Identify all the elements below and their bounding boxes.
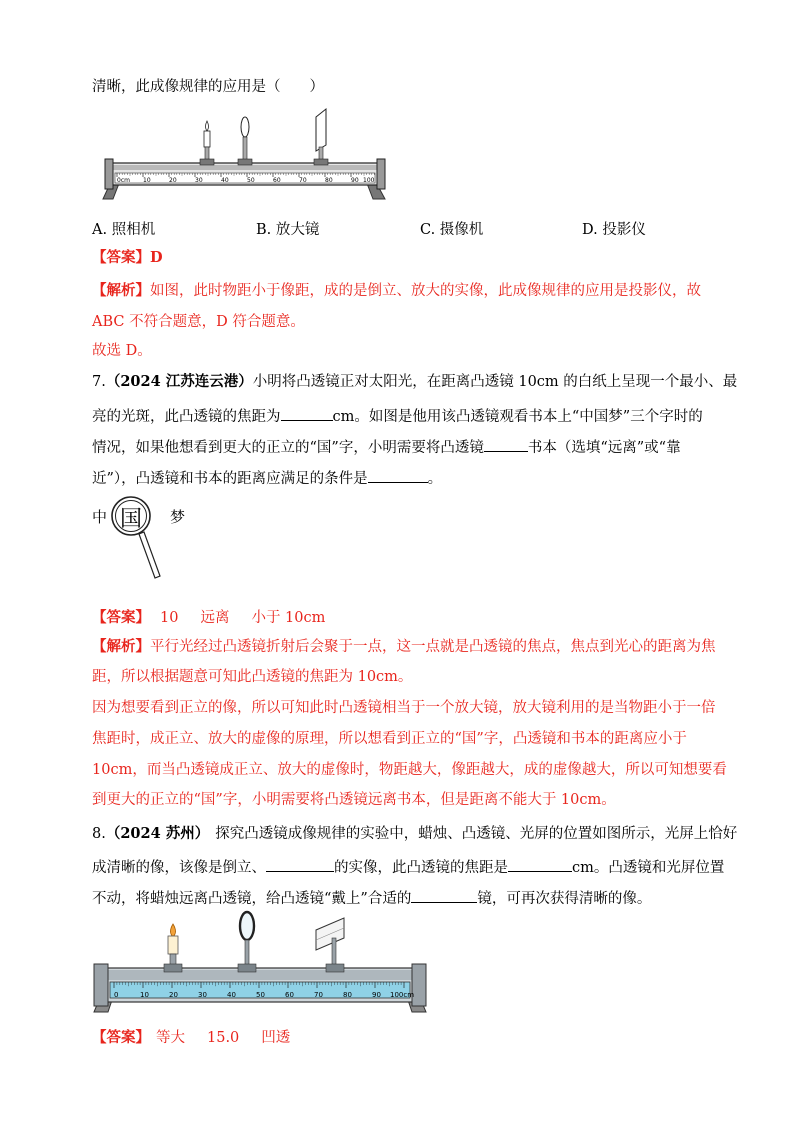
- convex-lens-icon: [238, 117, 252, 165]
- question-source: （2024 江苏连云港）: [105, 373, 253, 390]
- q6-tick-label: 80: [325, 177, 333, 184]
- stem-text: 探究凸透镜成像规律的实验中，蜡烛、凸透镜、光屏的位置如图所示，光屏上恰好: [215, 826, 738, 842]
- q7-stem-line-4: [92, 467, 442, 489]
- char-center: 国: [120, 507, 143, 532]
- q8-tick-label: 90: [372, 991, 381, 999]
- stem-text: 亮的光斑，此凸透镜的焦距为: [92, 409, 281, 425]
- q8-stem-line-1: [92, 824, 737, 844]
- q7-stem-line-1: [92, 372, 737, 392]
- q6-option-b[interactable]: B. 放大镜: [256, 222, 320, 238]
- light-screen-icon: [316, 918, 344, 972]
- q6-tick-label: 70: [299, 177, 307, 184]
- q7-magnifier-figure: [88, 494, 198, 584]
- q6-tick-label: 60: [273, 177, 281, 184]
- q6-option-d[interactable]: D. 投影仪: [582, 222, 646, 238]
- stem-text: 的实像，此凸透镜的焦距是: [334, 860, 508, 876]
- q6-option-c[interactable]: C. 摄像机: [420, 222, 484, 238]
- q6-optical-bench-figure: [95, 103, 395, 203]
- q6-tick-label: 20: [169, 177, 177, 184]
- q8-blank-3[interactable]: [411, 887, 477, 903]
- q6-tick-label: 100: [363, 177, 375, 184]
- q7-analysis-line-4: 焦距时，成正立、放大的虚像的原理，所以想看到正立的“国”字，凸透镜和书本的距离应小于: [92, 731, 687, 747]
- q8-tick-label: 20: [169, 991, 178, 999]
- q7-blank-1[interactable]: [281, 405, 333, 421]
- stem-text: 情况，如果他想看到更大的正立的“国”字，小明需要将凸透镜: [92, 440, 484, 456]
- q8-tick-label: 50: [256, 991, 265, 999]
- q8-stem-line-3: [92, 887, 651, 909]
- q6-tick-label: 50: [247, 177, 255, 184]
- q7-analysis-line-6: 到更大的正立的“国”字，小明需要将凸透镜远离书本，但是距离不能大于 10cm。: [92, 792, 616, 808]
- answer-value: 远离: [200, 610, 230, 626]
- q6-analysis-line-2: ABC 不符合题意，D 符合题意。: [92, 314, 305, 330]
- candle-icon: [200, 121, 214, 165]
- question-source: （2024 苏州）: [105, 825, 210, 842]
- q8-stem-line-2: [92, 856, 724, 878]
- q8-tick-label: 30: [198, 991, 207, 999]
- q7-analysis-line-3: 因为想要看到正立的像，所以可知此时凸透镜相当于一个放大镜，放大镜利用的是当物距小于一倍: [92, 700, 716, 716]
- analysis-label: 【解析】: [92, 638, 150, 655]
- q6-stem-tail: 清晰，此成像规律的应用是（ ）: [92, 79, 324, 95]
- q8-tick-label: 100cm: [390, 991, 415, 999]
- stem-text: 小明将凸透镜正对太阳光，在距离凸透镜 10cm 的白纸上呈现一个最小、最: [252, 374, 738, 390]
- q6-tick-label: 40: [221, 177, 229, 184]
- answer-value: 10: [160, 610, 179, 626]
- q7-stem-line-2: [92, 405, 703, 427]
- q8-tick-label: 80: [343, 991, 352, 999]
- q7-answer: [92, 608, 325, 628]
- q7-analysis-line-5: 10cm，而当凸透镜成正立、放大的虚像时，物距越大，像距越大，成的虚像越大，所以可知想要看: [92, 762, 727, 778]
- q8-tick-label: 60: [285, 991, 294, 999]
- light-screen-icon: [314, 109, 328, 165]
- answer-value: 小于 10cm: [251, 610, 326, 626]
- q6-tick-label: 30: [195, 177, 203, 184]
- q8-blank-1[interactable]: [266, 856, 334, 872]
- answer-value: 凹透: [261, 1030, 291, 1046]
- answer-value: 15.0: [207, 1030, 240, 1046]
- analysis-text: 如图，此时物距小于像距，成的是倒立、放大的实像，此成像规律的应用是投影仪，故: [150, 283, 701, 299]
- stem-text: 近”），凸透镜和书本的距离应满足的条件是: [92, 471, 368, 487]
- candle-icon: [164, 924, 182, 972]
- answer-value: D: [150, 249, 163, 266]
- stem-text: cm。如图是他用该凸透镜观看书本上“中国梦”三个字时的: [332, 409, 703, 425]
- q7-blank-3[interactable]: [368, 467, 428, 483]
- question-number: 7.: [92, 374, 106, 390]
- q8-tick-label: 40: [227, 991, 236, 999]
- stem-text: 镜，可再次获得清晰的像。: [477, 891, 652, 907]
- q6-tick-label: 0cm: [117, 177, 130, 184]
- q7-analysis-line-2: 距，所以根据题意可知此凸透镜的焦距为 10cm。: [92, 669, 413, 685]
- q6-option-a[interactable]: A. 照相机: [92, 222, 156, 238]
- q6-conclusion: 故选 D。: [92, 343, 152, 359]
- analysis-label: 【解析】: [92, 282, 150, 299]
- convex-lens-icon: [238, 912, 256, 972]
- analysis-text: 平行光经过凸透镜折射后会聚于一点，这一点就是凸透镜的焦点，焦点到光心的距离为焦: [150, 639, 716, 655]
- stem-text: cm。凸透镜和光屏位置: [572, 860, 725, 876]
- answer-label: 【答案】: [92, 249, 150, 266]
- q7-analysis-line-1: [92, 637, 716, 657]
- q8-optical-bench-figure: [90, 908, 430, 1016]
- answer-label: 【答案】: [92, 1029, 150, 1046]
- q6-tick-label: 90: [351, 177, 359, 184]
- q8-tick-label: 70: [314, 991, 323, 999]
- q6-analysis-line-1: [92, 281, 701, 301]
- char-right: 梦: [170, 508, 186, 526]
- answer-label: 【答案】: [92, 609, 150, 626]
- question-number: 8.: [92, 826, 106, 842]
- stem-text: 。: [427, 471, 443, 487]
- q8-answer: [92, 1028, 290, 1048]
- answer-value: 等大: [156, 1030, 185, 1046]
- q7-stem-line-3: [92, 436, 681, 458]
- q8-tick-label: 10: [140, 991, 149, 999]
- q6-tick-label: 10: [143, 177, 151, 184]
- char-left: 中: [92, 508, 108, 526]
- stem-text: 不动，将蜡烛远离凸透镜，给凸透镜“戴上”合适的: [92, 891, 412, 907]
- stem-text: 书本（选填“远离”或“靠: [527, 440, 681, 456]
- q7-blank-2[interactable]: [484, 436, 528, 452]
- q6-answer: [92, 248, 163, 268]
- q8-blank-2[interactable]: [508, 856, 572, 872]
- q8-tick-label: 0: [114, 991, 119, 999]
- stem-text: 成清晰的像，该像是倒立、: [92, 860, 266, 876]
